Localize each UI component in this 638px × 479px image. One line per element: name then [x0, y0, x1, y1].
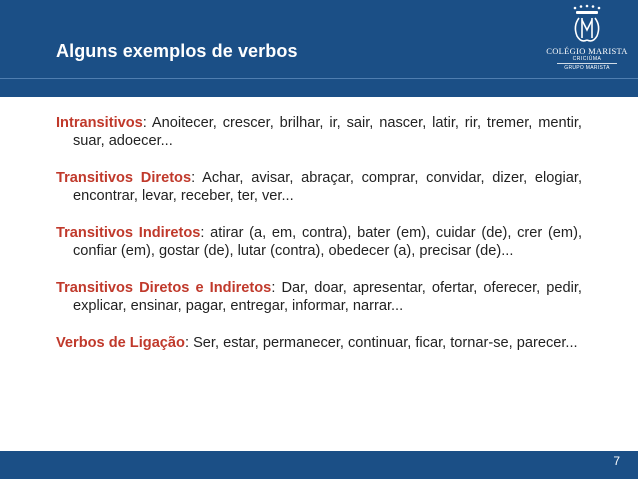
school-logo: [546, 4, 628, 76]
verb-type-term: Transitivos Diretos: [56, 170, 192, 186]
list-item: [56, 169, 582, 205]
page-number: 7: [613, 454, 620, 468]
verb-examples-text: : Dar, doar, apresentar, ofertar, oferecer, pedir, explicar, ensinar, pagar, entregar, informar, narrar...: [73, 280, 582, 314]
crown-monogram-icon: [565, 4, 609, 46]
list-item: [56, 224, 582, 260]
logo-group: GRUPO MARISTA: [564, 65, 610, 71]
list-item: [56, 279, 582, 315]
verb-type-term: Verbos de Ligação: [56, 335, 185, 351]
verb-type-term: Transitivos Indiretos: [56, 225, 201, 241]
header-divider: [0, 78, 638, 79]
logo-divider: [557, 63, 617, 64]
verb-examples-text: : atirar (a, em, contra), bater (em), cuidar (de), crer (em), confiar (em), gostar (de), lutar (contra), obedecer (a), precisar (de)...: [73, 225, 582, 259]
slide-footer: [0, 451, 638, 479]
verb-examples-text: : Ser, estar, permanecer, continuar, ficar, tornar-se, parecer...: [184, 335, 578, 351]
list-item: [56, 114, 582, 150]
list-item: [56, 334, 582, 352]
logo-city: CRICIÚMA: [572, 56, 602, 62]
verb-examples-list: [56, 114, 582, 371]
logo-name: COLÉGIO MARISTA: [546, 46, 628, 56]
verb-type-term: Transitivos Diretos e Indiretos: [56, 280, 272, 296]
verb-type-term: Intransitivos: [56, 115, 143, 131]
slide-title: Alguns exemplos de verbos: [56, 41, 298, 61]
verb-examples-text: : Achar, avisar, abraçar, comprar, convidar, dizer, elogiar, encontrar, levar, receber, ter, ver...: [73, 170, 582, 204]
verb-examples-text: : Anoitecer, crescer, brilhar, ir, sair, nascer, latir, rir, tremer, mentir, suar, adoecer...: [73, 115, 582, 149]
